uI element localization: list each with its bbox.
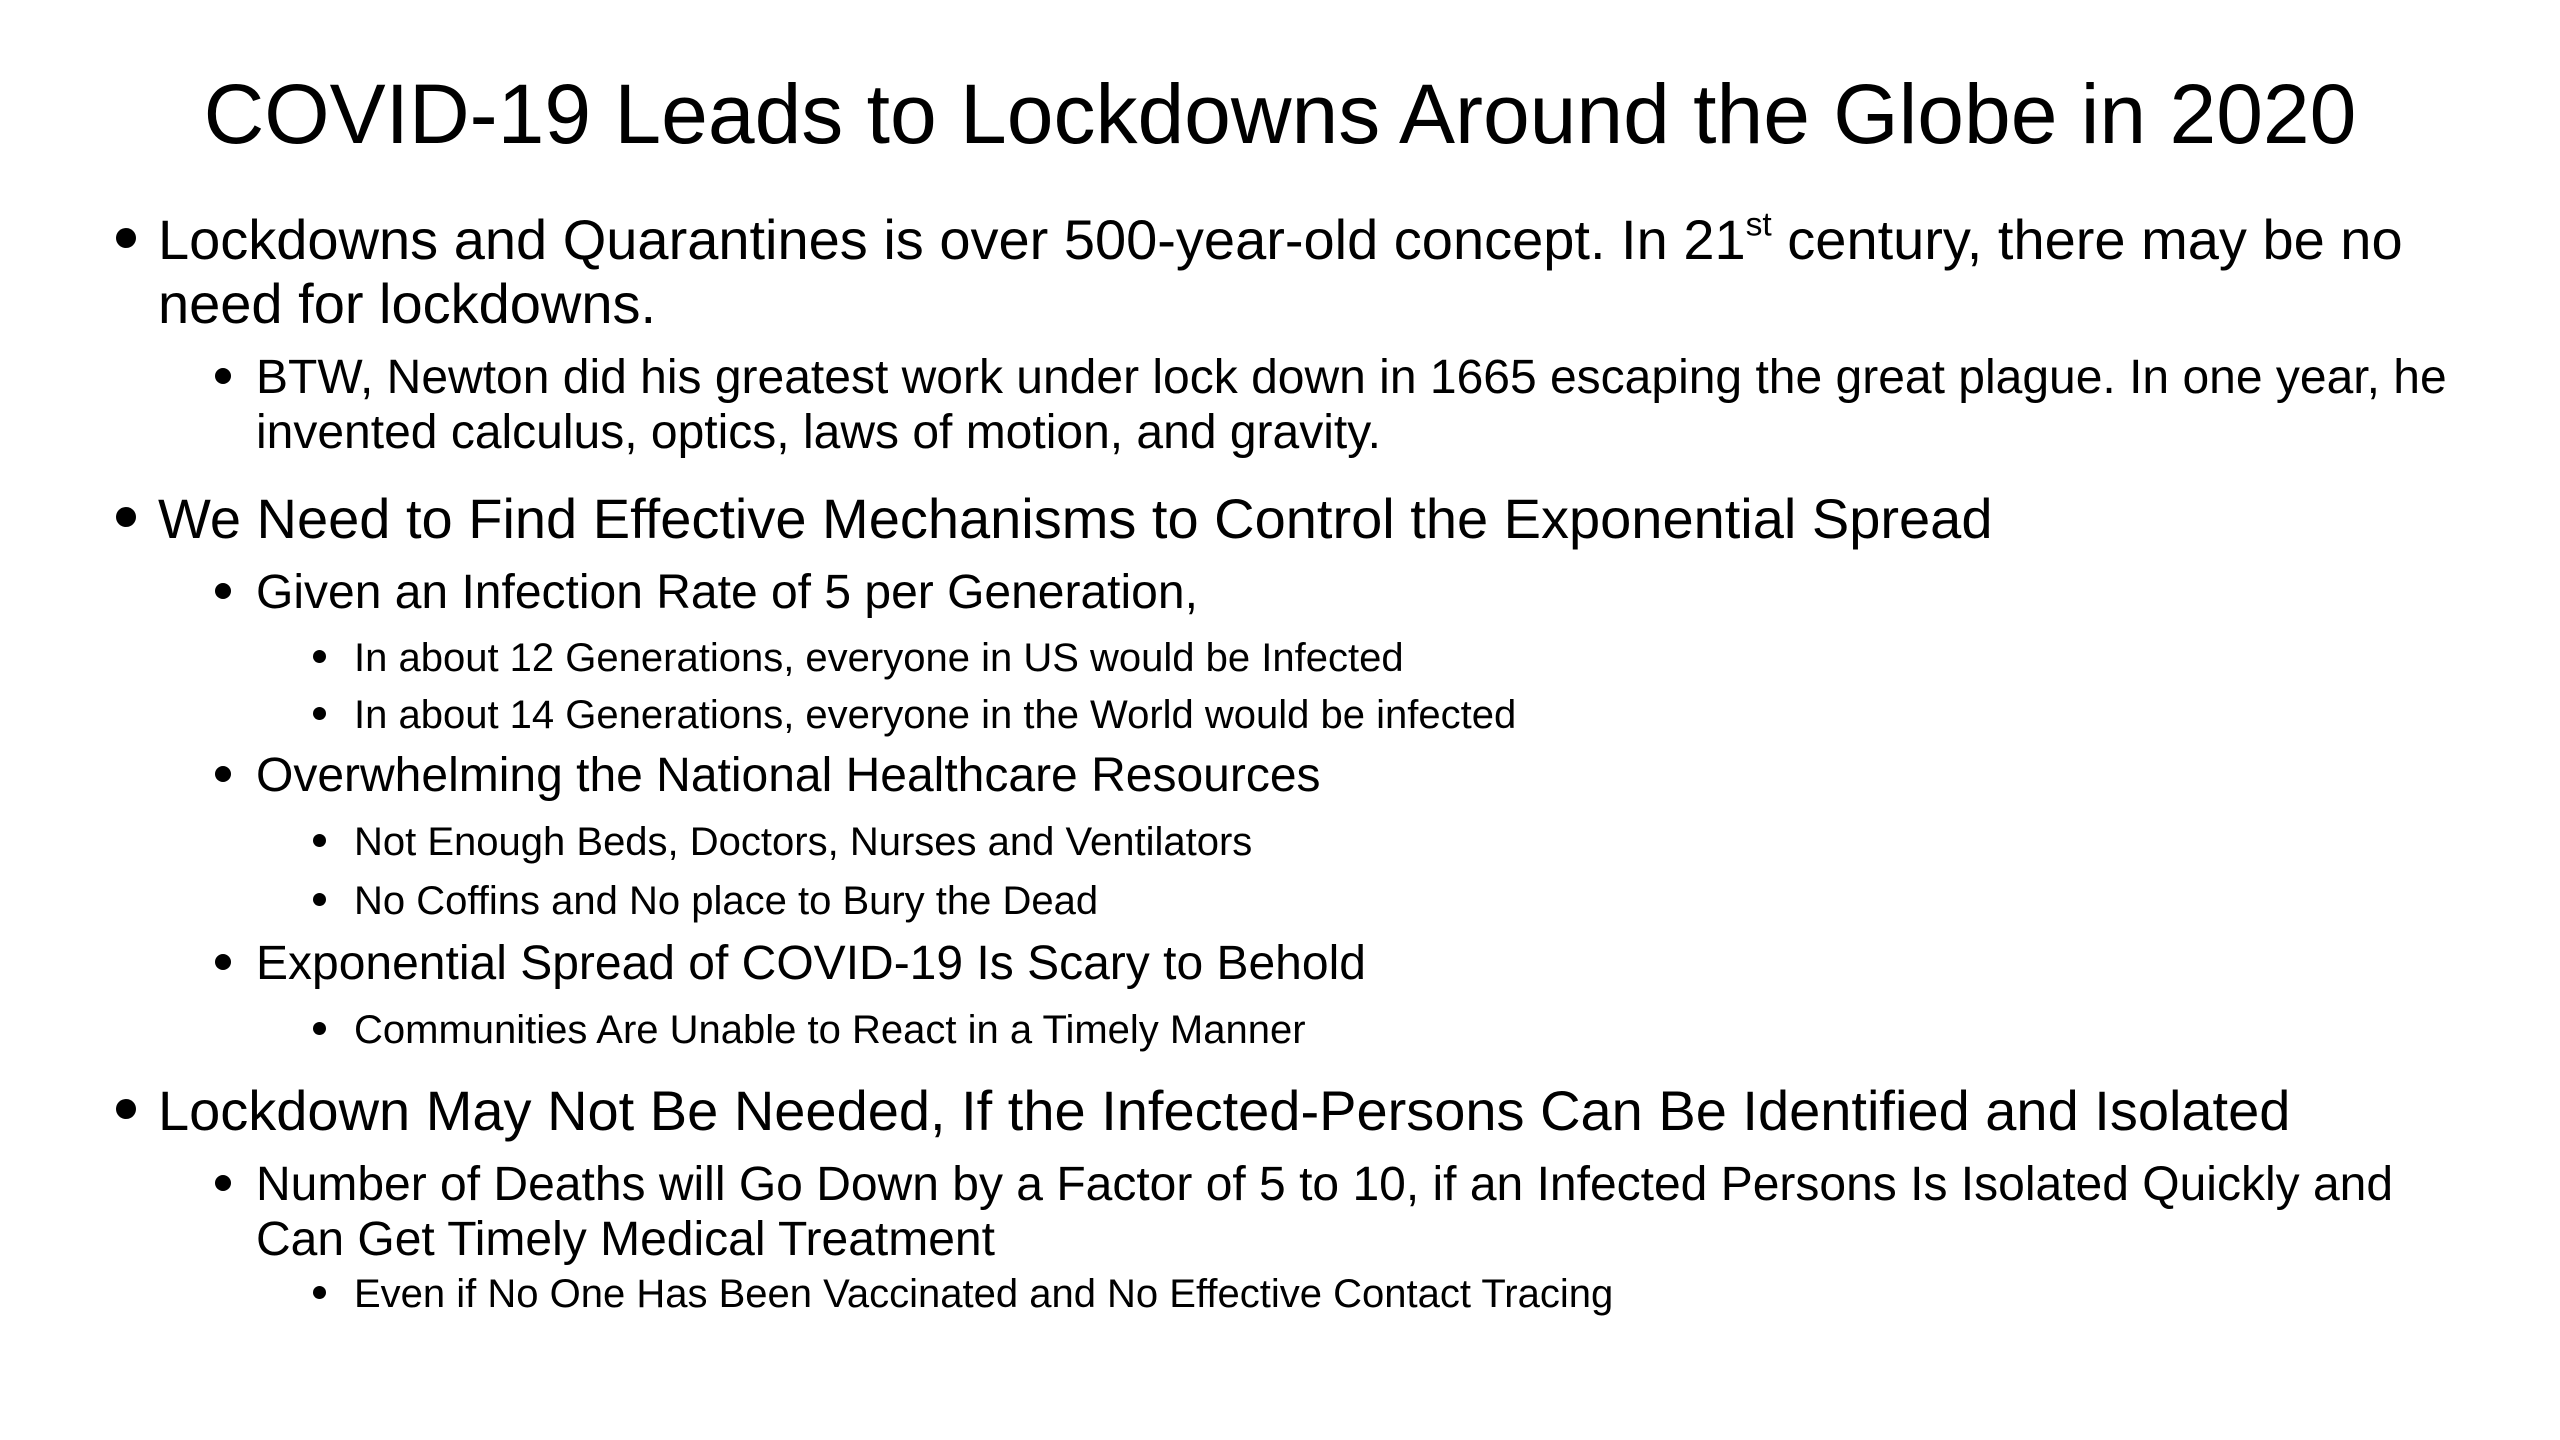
superscript-st: st [1745, 206, 1772, 244]
bullet-no-coffins [354, 877, 2474, 925]
bullet-text: Lockdown May Not Be Needed, If the Infected-Persons Can Be Identified and Isolated [158, 1079, 2291, 1142]
bullet-dot-icon [215, 1175, 231, 1191]
bullet-text: In about 12 Generations, everyone in US would be Infected [354, 636, 1404, 680]
bullet-text-part: century, there may be no need for lockdowns. [158, 208, 2403, 335]
bullet-text: BTW, Newton did his greatest work under lock down in 1665 escaping the great plague. In one year, he invented calculus, optics, laws of motion, and gravity. [256, 351, 2447, 459]
slide-title: COVID-19 Leads to Lockdowns Around the Globe in 2020 [203, 67, 2357, 161]
bullet-dot-icon [313, 1022, 326, 1035]
bullet-text: No Coffins and No place to Bury the Dead [354, 879, 1099, 923]
bullet-text-part: Lockdowns and Quarantines is over 500-year-old concept. In 21 [158, 208, 1746, 271]
bullet-dot-icon [116, 1099, 136, 1119]
bullet-dot-icon [313, 893, 326, 906]
bullet-dot-icon [215, 583, 231, 599]
bullet-text: Even if No One Has Been Vaccinated and No Effective Contact Tracing [354, 1272, 1614, 1316]
bullet-dot-icon [116, 507, 136, 527]
bullet-beds-doctors [354, 818, 2474, 866]
bullet-text: Given an Infection Rate of 5 per Generation, [256, 566, 1198, 619]
bullet-dot-icon [313, 650, 326, 663]
bullet-12-generations [354, 634, 2474, 682]
bullet-no-vaccination [354, 1270, 2474, 1318]
bullet-text: Exponential Spread of COVID-19 Is Scary to Behold [256, 937, 1366, 990]
bullet-infection-rate [256, 565, 2476, 620]
bullet-text [158, 208, 2418, 336]
bullet-dot-icon [313, 707, 326, 720]
bullet-number-of-deaths [256, 1157, 2476, 1267]
bullet-healthcare-resources [256, 748, 2476, 803]
bullet-exponential-spread [256, 936, 2476, 991]
bullet-dot-icon [116, 228, 136, 248]
bullet-communities [354, 1006, 2474, 1054]
bullet-dot-icon [215, 954, 231, 970]
bullet-dot-icon [313, 834, 326, 847]
bullet-lockdown-not-needed [158, 1079, 2418, 1143]
bullet-dot-icon [215, 766, 231, 782]
bullet-newton [256, 350, 2476, 460]
bullet-dot-icon [215, 368, 231, 384]
bullet-text: Not Enough Beds, Doctors, Nurses and Ventilators [354, 820, 1253, 864]
bullet-14-generations [354, 691, 2474, 739]
bullet-dot-icon [313, 1286, 326, 1299]
bullet-text: Communities Are Unable to React in a Timely Manner [354, 1008, 1306, 1052]
bullet-text: In about 14 Generations, everyone in the World would be infected [354, 693, 1517, 737]
bullet-text: Overwhelming the National Healthcare Resources [256, 749, 1321, 802]
bullet-lockdowns-concept [158, 208, 2418, 336]
bullet-text: Number of Deaths will Go Down by a Factor of 5 to 10, if an Infected Persons Is Isolated Quickly and Can Get Timely Medical Treatment [256, 1158, 2394, 1266]
bullet-text: We Need to Find Effective Mechanisms to Control the Exponential Spread [158, 487, 1993, 550]
bullet-effective-mechanisms [158, 487, 2418, 551]
